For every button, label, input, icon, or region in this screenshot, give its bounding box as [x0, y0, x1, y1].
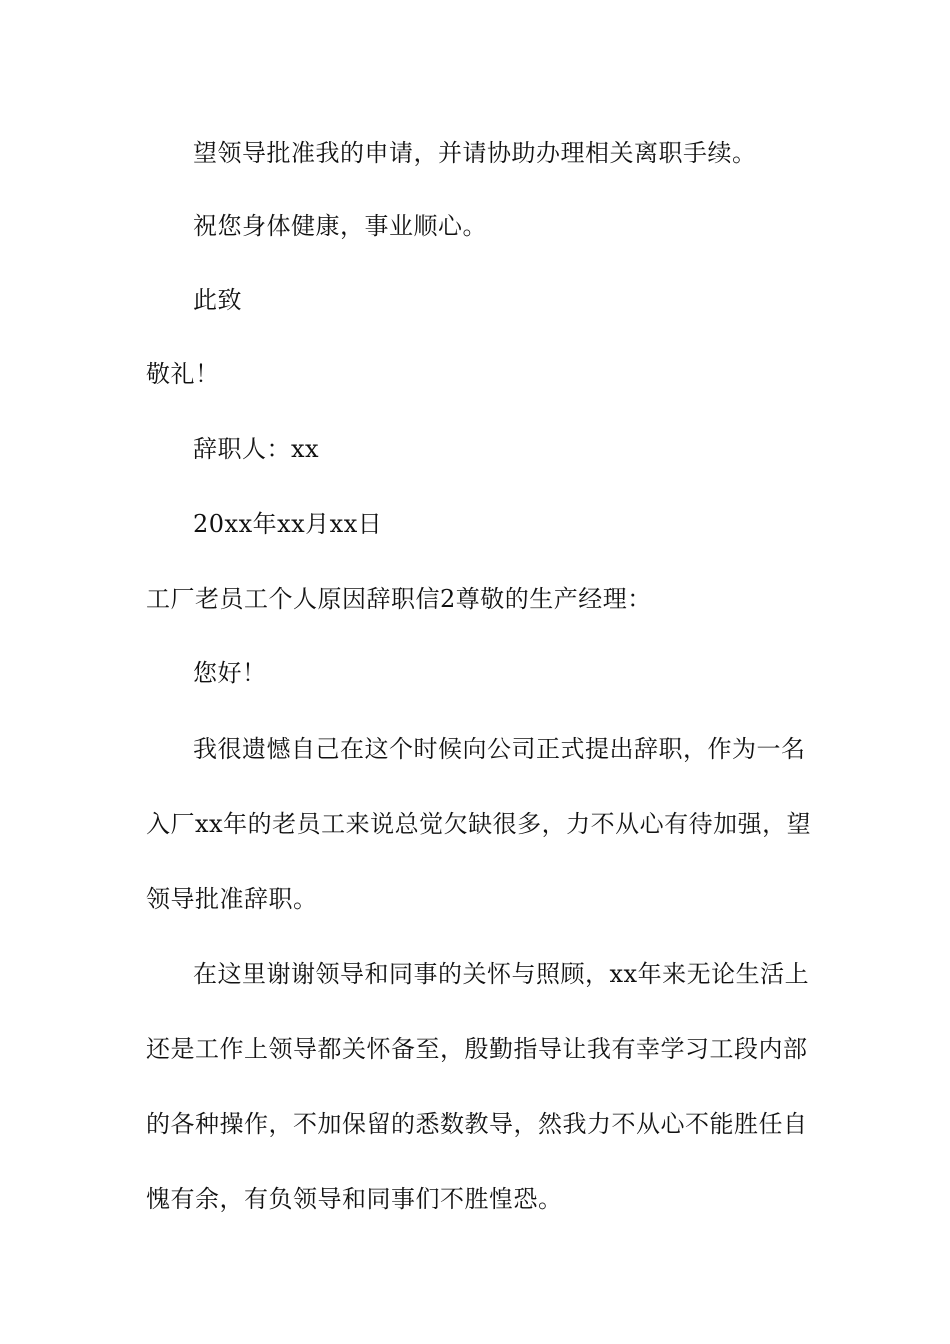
closing-regards: 敬礼！ [146, 360, 220, 388]
paragraph-line: 我很遗憾自己在这个时候向公司正式提出辞职，作为一名 [193, 735, 806, 763]
paragraph-line: 入厂xx年的老员工来说总觉欠缺很多，力不从心有待加强，望 [146, 810, 812, 838]
section-heading: 工厂老员工个人原因辞职信2尊敬的生产经理： [146, 585, 652, 613]
paragraph-request: 望领导批准我的申请，并请协助办理相关离职手续。 [193, 139, 757, 167]
paragraph-wishes: 祝您身体健康，事业顺心。 [193, 212, 487, 240]
signature-date: 20xx年xx月xx日 [193, 510, 383, 538]
greeting: 您好！ [193, 659, 267, 687]
paragraph-line: 领导批准辞职。 [146, 885, 318, 913]
paragraph-line: 还是工作上领导都关怀备至，殷勤指导让我有幸学习工段内部 [146, 1035, 808, 1063]
signature-name: 辞职人：xx [193, 435, 320, 463]
closing-salutation: 此致 [193, 286, 242, 314]
paragraph-line: 在这里谢谢领导和同事的关怀与照顾，xx年来无论生活上 [193, 960, 810, 988]
paragraph-line: 的各种操作，不加保留的悉数教导，然我力不从心不能胜任自 [146, 1110, 808, 1138]
paragraph-line: 愧有余，有负领导和同事们不胜惶恐。 [146, 1185, 563, 1213]
